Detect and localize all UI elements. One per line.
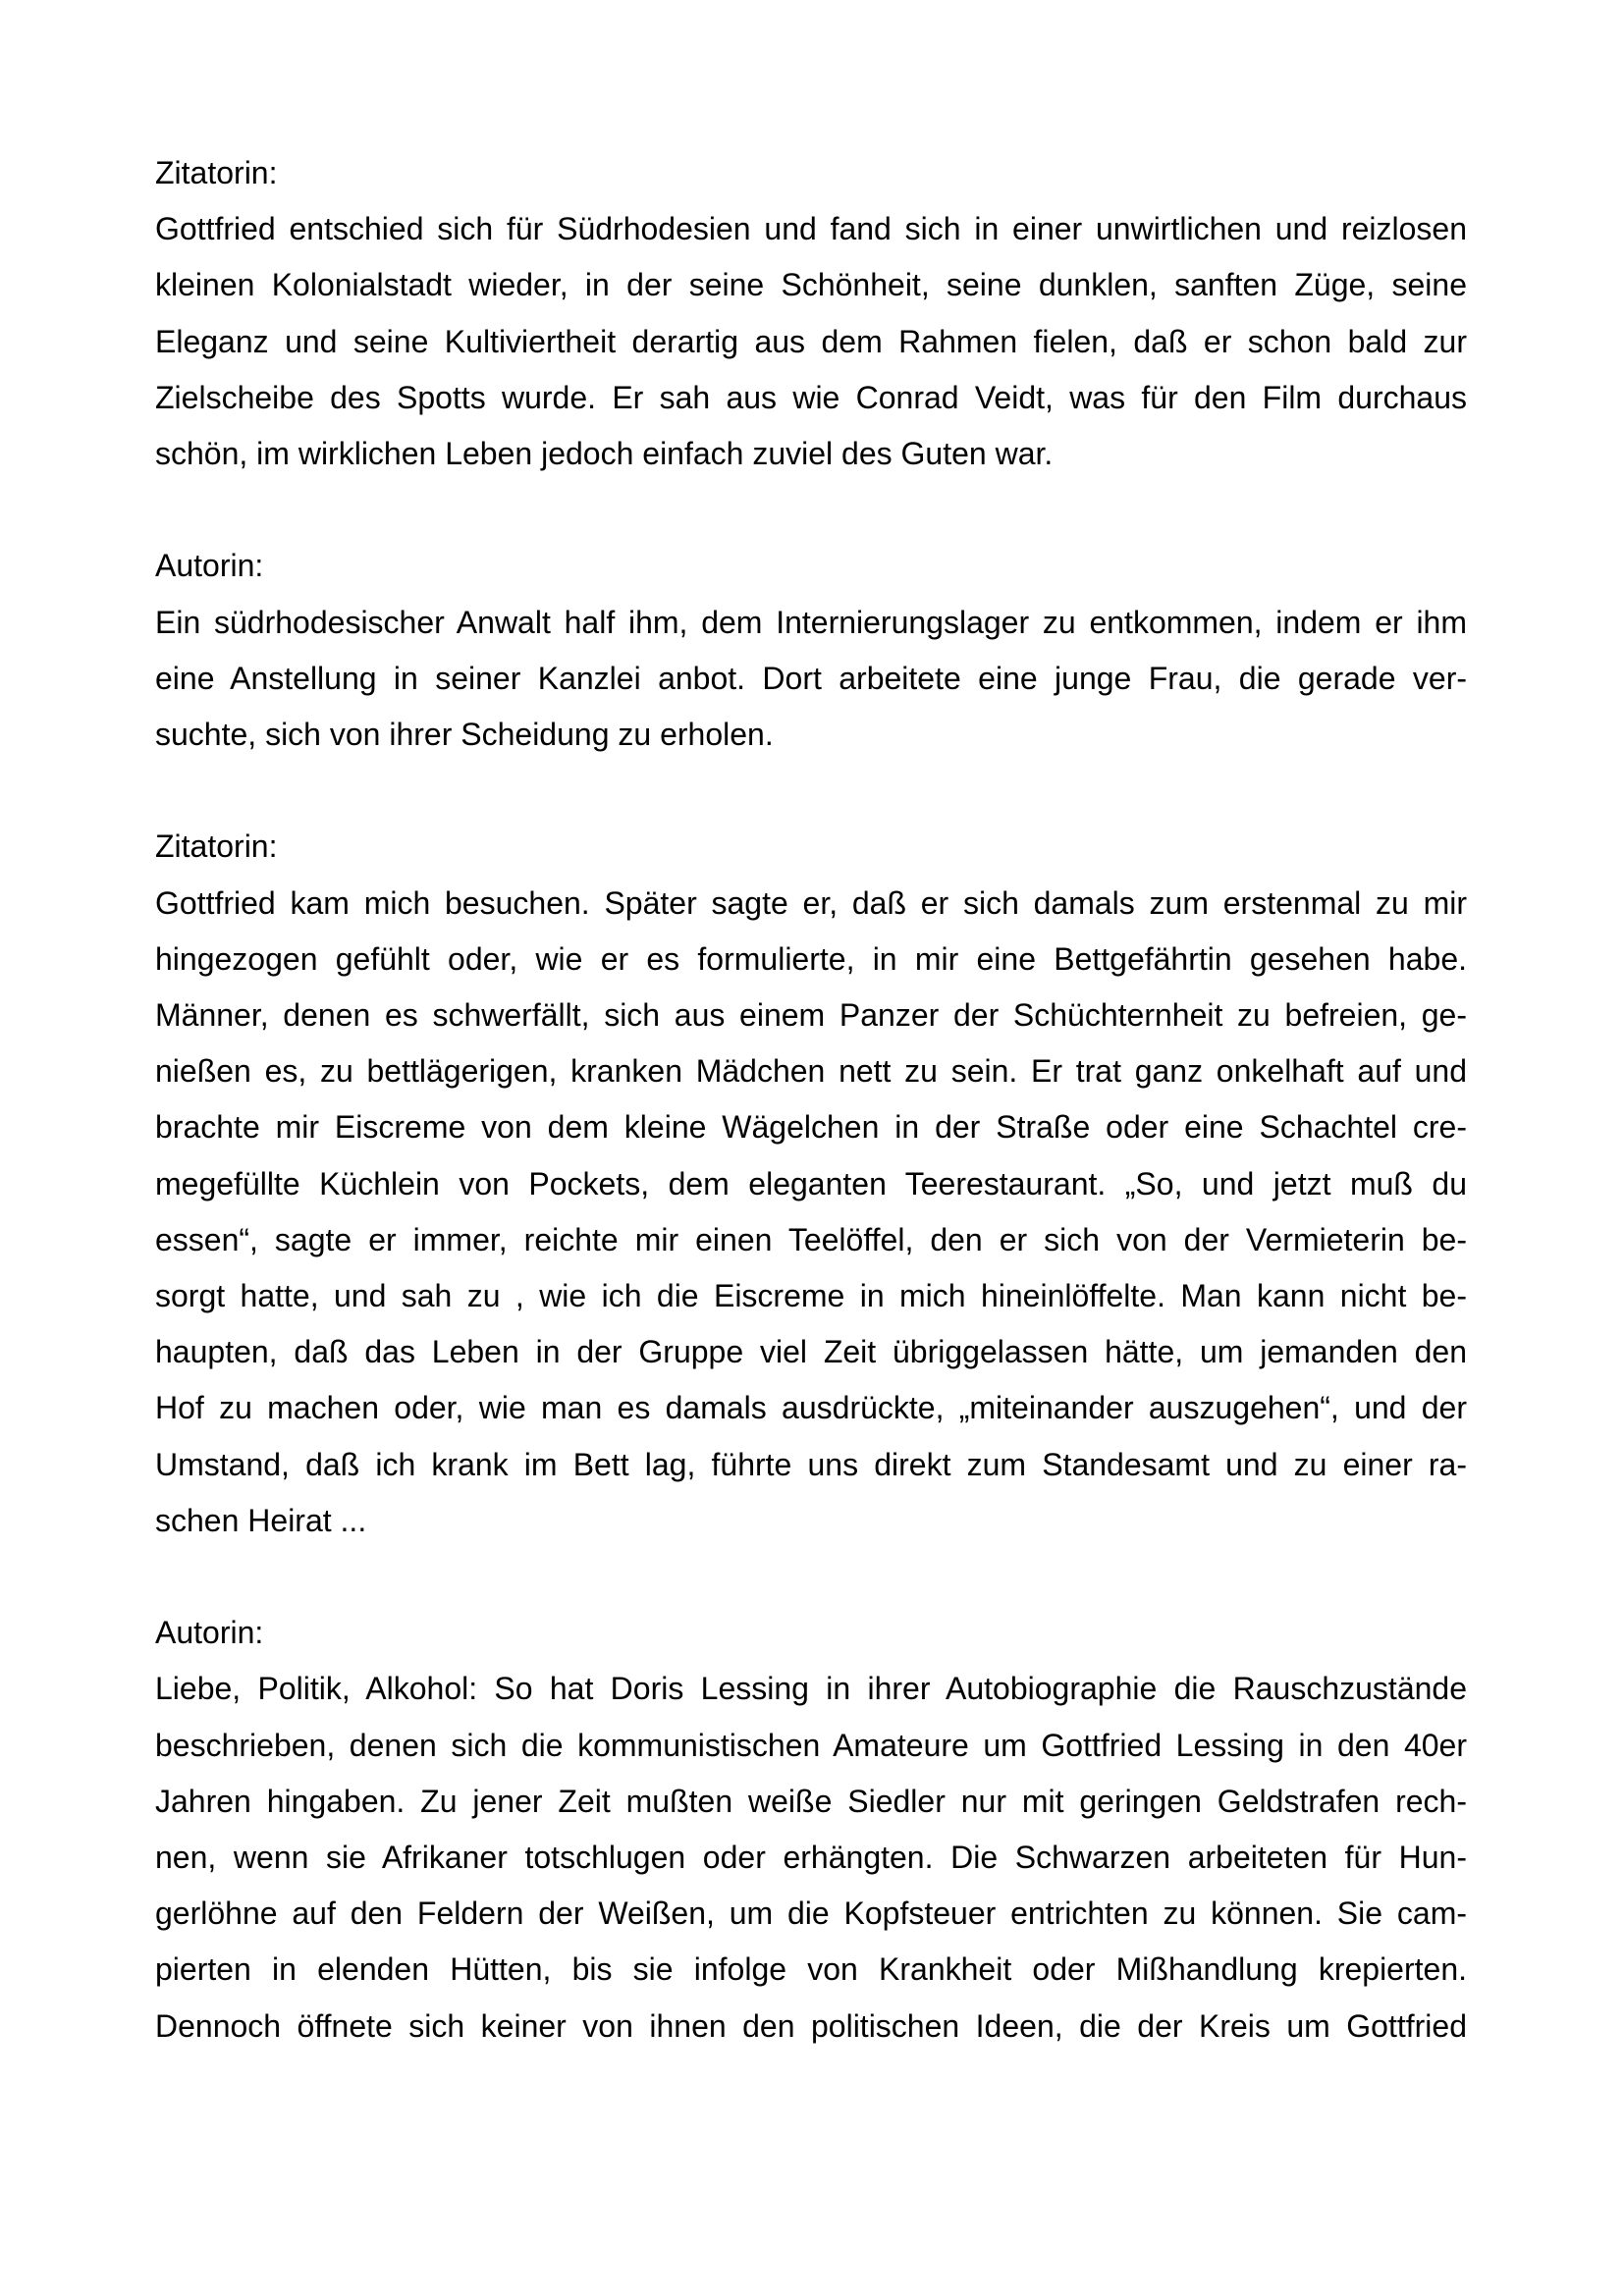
speech-block-zitatorin-1 xyxy=(155,145,1467,482)
paragraph xyxy=(155,595,1467,764)
text-line: nen, wenn sie Afrikaner totschlugen oder erhängten. Die Schwarzen arbeiteten für Hun- xyxy=(155,1840,1467,1876)
speaker-label: Zitatorin: xyxy=(155,155,278,190)
speech-block-zitatorin-2 xyxy=(155,819,1467,1549)
text-line: suchte, sich von ihrer Scheidung zu erholen. xyxy=(155,717,774,753)
text-line: essen“, sagte er immer, reichte mir einen Teelöffel, den er sich von der Vermieterin be- xyxy=(155,1221,1467,1257)
text-line: Gottfried entschied sich für Südrhodesien und fand sich in einer unwirtlichen und reizlosen xyxy=(155,211,1467,247)
text-line: Männer, denen es schwerfällt, sich aus einem Panzer der Schüchternheit zu befreien, ge- xyxy=(155,997,1467,1034)
text-line: Dennoch öffnete sich keiner von ihnen den politischen Ideen, die der Kreis um Gottfried xyxy=(155,2007,1467,2044)
text-line: Gottfried kam mich besuchen. Später sagte er, daß er sich damals zum erstenmal zu mir xyxy=(155,884,1467,921)
text-line: beschrieben, denen sich die kommunistischen Amateure um Gottfried Lessing in den 40er xyxy=(155,1727,1467,1763)
paragraph xyxy=(155,201,1467,482)
text-line: Liebe, Politik, Alkohol: So hat Doris Lessing in ihrer Autobiographie die Rauschzustände xyxy=(155,1671,1467,1707)
text-line: schön, im wirklichen Leben jedoch einfach zuviel des Guten war. xyxy=(155,436,1054,472)
speech-block-autorin-1 xyxy=(155,538,1467,763)
speech-block-autorin-2 xyxy=(155,1605,1467,2055)
text-line: hingezogen gefühlt oder, wie er es formulierte, in mir eine Bettgefährtin gesehen habe. xyxy=(155,940,1467,977)
text-line: Umstand, daß ich krank im Bett lag, führte uns direkt zum Standesamt und zu einer ra- xyxy=(155,1446,1467,1482)
text-line: Ein südrhodesischer Anwalt half ihm, dem Internierungslager zu entkommen, indem er ihm xyxy=(155,604,1467,640)
text-line: schen Heirat ... xyxy=(155,1502,367,1538)
text-line: brachte mir Eiscreme von dem kleine Wägelchen in der Straße oder eine Schachtel cre- xyxy=(155,1109,1467,1146)
text-line: Zielscheibe des Spotts wurde. Er sah aus wie Conrad Veidt, was für den Film durchaus xyxy=(155,379,1467,415)
speaker-label: Zitatorin: xyxy=(155,828,278,865)
text-line: nießen es, zu bettlägerigen, kranken Mädchen nett zu sein. Er trat ganz onkelhaft auf und xyxy=(155,1053,1467,1090)
text-line: Jahren hingaben. Zu jener Zeit mußten weiße Siedler nur mit geringen Geldstrafen rech- xyxy=(155,1783,1467,1819)
speaker-label: Autorin: xyxy=(155,548,264,584)
paragraph xyxy=(155,1661,1467,2054)
text-line: pierten in elenden Hütten, bis sie infolge von Krankheit oder Mißhandlung krepierten. xyxy=(155,1951,1467,1988)
text-line: sorgt hatte, und sah zu , wie ich die Eiscreme in mich hineinlöffelte. Man kann nicht be- xyxy=(155,1278,1467,1314)
text-line: eine Anstellung in seiner Kanzlei anbot. Dort arbeitete eine junge Frau, die gerade ver- xyxy=(155,660,1467,696)
text-line: kleinen Kolonialstadt wieder, in der seine Schönheit, seine dunklen, sanften Züge, seine xyxy=(155,267,1467,303)
text-line: Hof zu machen oder, wie man es damals ausdrückte, „miteinander auszugehen“, und der xyxy=(155,1390,1467,1426)
text-line: gerlöhne auf den Feldern der Weißen, um die Kopfsteuer entrichten zu können. Sie cam- xyxy=(155,1896,1467,1932)
paragraph xyxy=(155,876,1467,1549)
text-line: megefüllte Küchlein von Pockets, dem eleganten Teerestaurant. „So, und jetzt muß du xyxy=(155,1165,1467,1201)
text-line: Eleganz und seine Kultiviertheit derartig aus dem Rahmen fielen, daß er schon bald zur xyxy=(155,323,1467,359)
manuscript-text xyxy=(155,145,1467,2055)
text-line: haupten, daß das Leben in der Gruppe viel Zeit übriggelassen hätte, um jemanden den xyxy=(155,1334,1467,1370)
speaker-label: Autorin: xyxy=(155,1615,264,1651)
